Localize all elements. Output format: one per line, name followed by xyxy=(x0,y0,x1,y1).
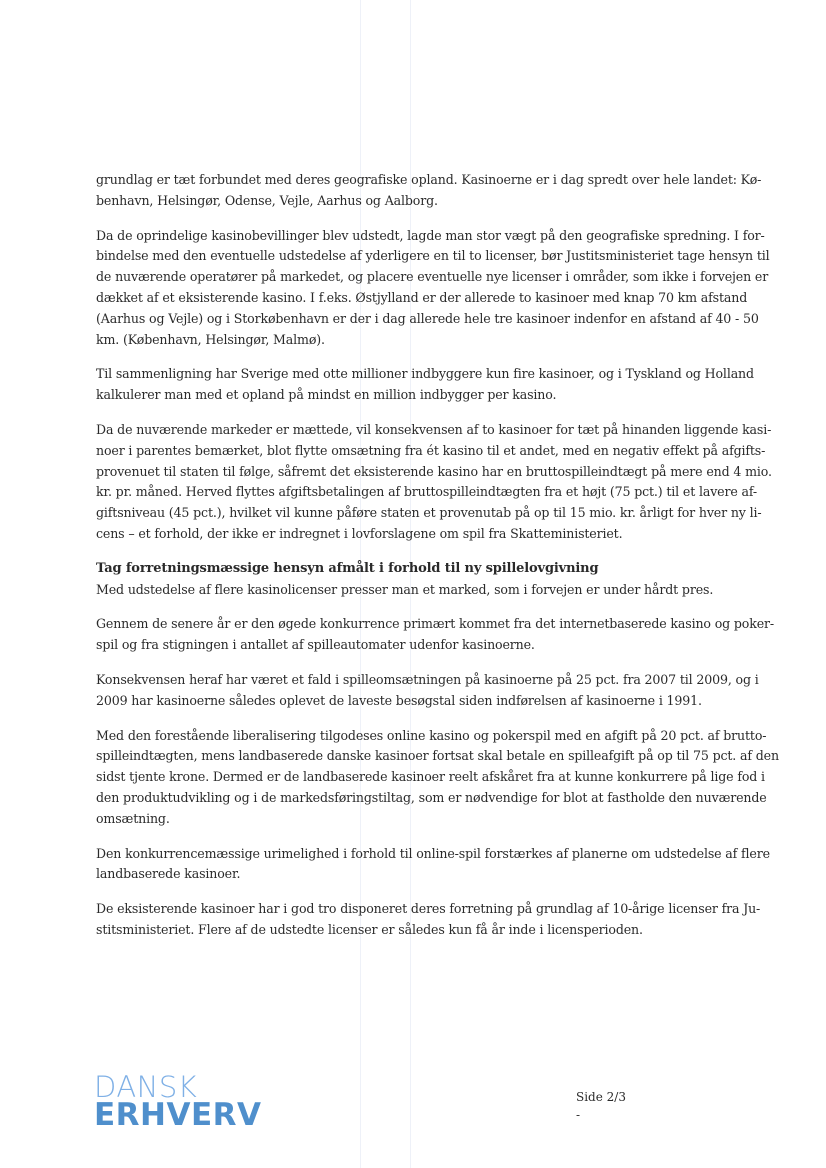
paragraph xyxy=(96,559,736,601)
text-line: den produktudvikling og i de markedsføringstiltag, som er nødvendige for blot at fastholde den nuværende xyxy=(96,789,767,805)
text-line: giftsniveau (45 pct.), hvilket vil kunne påføre staten et provenutab på op til 15 mio. kr. årligt for hver ny li- xyxy=(96,505,762,521)
text-line: cens – et forhold, der ikke er indregnet i lovforslagene om spil fra Skatteministeriet. xyxy=(96,525,623,541)
text-line: benhavn, Helsingør, Odense, Vejle, Aarhus og Aalborg. xyxy=(96,192,438,208)
text-line: de nuværende operatører på markedet, og placere eventuelle nye licenser i områder, som ikke i forvejen er xyxy=(96,269,769,285)
text-line: omsætning. xyxy=(96,810,170,826)
text-line: 2009 har kasinoerne således oplevet de laveste besøgstal siden indførelsen af kasinoerne i 1991. xyxy=(96,692,702,708)
text-line: Konsekvensen heraf har været et fald i spilleomsætningen på kasinoerne på 25 pct. fra 2007 til 2009, og i xyxy=(96,671,759,687)
dansk-erhverv-logo xyxy=(94,1070,262,1133)
text-line: Med udstedelse af flere kasinolicenser presser man et marked, som i forvejen er under hårdt pres. xyxy=(96,581,714,597)
text-line: kr. pr. måned. Herved flyttes afgiftsbetalingen af bruttospilleindtægten fra et højt (75 pct.) til et lavere af- xyxy=(96,484,758,500)
text-line: noer i parentes bemærket, blot flytte omsætning fra ét kasino til et andet, med en negativ effekt på afgifts- xyxy=(96,442,766,458)
text-line: (Aarhus og Vejle) og i Storkøbenhavn er der i dag allerede hele tre kasinoer indenfor en afstand af 40 - 50 xyxy=(96,310,759,326)
section-heading: Tag forretningsmæssige hensyn afmålt i forhold til ny spillelovgivning xyxy=(96,560,599,576)
paragraph xyxy=(96,614,774,656)
paragraph xyxy=(96,170,762,212)
text-line: spilleindtægten, mens landbaserede danske kasinoer fortsat skal betale en spilleafgift på op til 75 pct. af den xyxy=(96,748,779,764)
text-line: kalkulerer man med et opland på mindst en million indbygger per kasino. xyxy=(96,387,557,403)
text-line: Den konkurrencemæssige urimelighed i forhold til online-spil forstærkes af planerne om udstedelse af flere xyxy=(96,845,770,861)
footer-dash: - xyxy=(576,1108,581,1122)
text-line: provenuet til staten til følge, såfremt det eksisterende kasino har en bruttospilleindtægt på mere end 4 mio. xyxy=(96,463,772,479)
text-line: km. (København, Helsingør, Malmø). xyxy=(96,331,325,347)
paragraph xyxy=(96,226,770,351)
text-line: landbaserede kasinoer. xyxy=(96,866,241,882)
page-footer xyxy=(576,1088,626,1124)
paragraph xyxy=(96,420,772,545)
text-line: Da de oprindelige kasinobevillinger blev udstedt, lagde man stor vægt på den geografiske spredning. I for- xyxy=(96,227,765,243)
text-line: spil og fra stigningen i antallet af spilleautomater udenfor kasinoerne. xyxy=(96,637,535,653)
text-line: sidst tjente krone. Dermed er de landbaserede kasinoer reelt afskåret fra at kunne konkurrere på lige fod i xyxy=(96,769,765,785)
paragraph xyxy=(96,899,761,941)
text-line: De eksisterende kasinoer har i god tro disponeret deres forretning på grundlag af 10-årige licenser fra Ju- xyxy=(96,901,761,917)
text-line: dækket af et eksisterende kasino. I f.eks. Østjylland er der allerede to kasinoer med knap 70 km afstand xyxy=(96,289,748,305)
text-line: Til sammenligning har Sverige med otte millioner indbyggere kun fire kasinoer, og i Tyskland og Holland xyxy=(96,366,754,382)
paragraph xyxy=(96,726,779,830)
paragraph xyxy=(96,364,754,406)
paragraph xyxy=(96,844,770,886)
text-line: Med den forestående liberalisering tilgodeses online kasino og pokerspil med en afgift på 20 pct. af brutto- xyxy=(96,727,767,743)
page-number: Side 2/3 xyxy=(576,1090,626,1104)
logo-line-2: ERHVERV xyxy=(94,1097,262,1133)
text-line: Da de nuværende markeder er mættede, vil konsekvensen af to kasinoer for tæt på hinanden liggende kasi- xyxy=(96,421,772,437)
paragraph xyxy=(96,670,759,712)
text-line: bindelse med den eventuelle udstedelse af yderligere en til to licenser, bør Justitsministeriet tage hensyn til xyxy=(96,248,770,264)
text-line: Gennem de senere år er den øgede konkurrence primært kommet fra det internetbaserede kasino og poker- xyxy=(96,616,774,632)
logo-line-1: DANSK xyxy=(94,1070,198,1104)
document-body xyxy=(96,170,779,955)
text-line: grundlag er tæt forbundet med deres geografiske opland. Kasinoerne er i dag spredt over hele landet: Kø- xyxy=(96,172,762,187)
text-line: stitsministeriet. Flere af de udstedte licenser er således kun få år inde i licensperioden. xyxy=(96,921,643,937)
